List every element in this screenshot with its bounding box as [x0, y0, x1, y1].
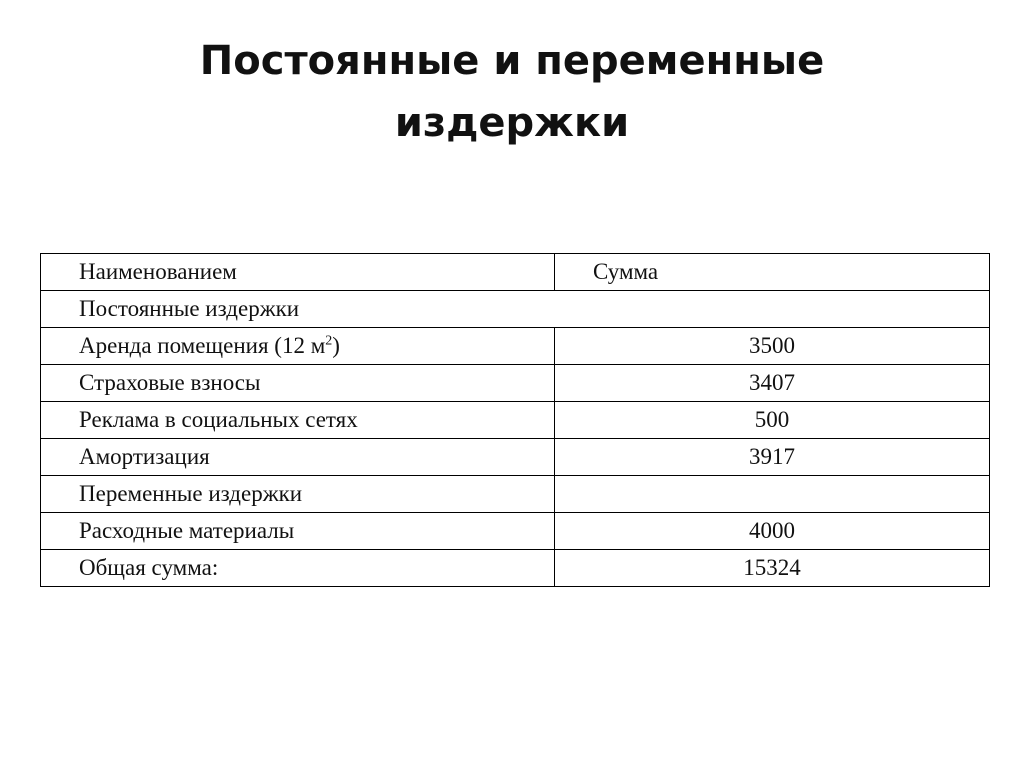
- slide-title-line-2: издержки: [394, 100, 630, 146]
- row-name-cell: Реклама в социальных сетях: [41, 402, 555, 439]
- variable-section-label: Переменные издержки: [41, 476, 555, 513]
- row-amount-cell: 3407: [555, 365, 990, 402]
- rent-name-prefix: Аренда помещения (12 м: [79, 333, 326, 358]
- fixed-section-row: [41, 291, 990, 328]
- total-amount: 15324: [555, 550, 990, 587]
- variable-section-empty-cell: [555, 476, 990, 513]
- header-name-cell: Наименованием: [41, 254, 555, 291]
- slide-title: [0, 30, 1024, 154]
- row-name-cell: Амортизация: [41, 439, 555, 476]
- table-header-row: [41, 254, 990, 291]
- total-label: Общая сумма:: [41, 550, 555, 587]
- row-amount-cell: 3917: [555, 439, 990, 476]
- fixed-section-label: Постоянные издержки: [41, 291, 990, 328]
- row-name-cell: [41, 328, 555, 365]
- slide-title-line-1: Постоянные и переменные: [199, 38, 825, 84]
- rent-name-suffix: ): [332, 333, 340, 358]
- table-row: [41, 439, 990, 476]
- header-amount-cell: Сумма: [555, 254, 990, 291]
- row-name-cell: Страховые взносы: [41, 365, 555, 402]
- row-amount-cell: 3500: [555, 328, 990, 365]
- table-row: [41, 365, 990, 402]
- row-amount-cell: 4000: [555, 513, 990, 550]
- costs-table: [40, 253, 990, 587]
- row-amount-cell: 500: [555, 402, 990, 439]
- variable-section-row: [41, 476, 990, 513]
- rent-name-superscript: 2: [325, 333, 333, 349]
- row-name-cell: Расходные материалы: [41, 513, 555, 550]
- table-row: [41, 513, 990, 550]
- total-row: [41, 550, 990, 587]
- table-row: [41, 328, 990, 365]
- table-row: [41, 402, 990, 439]
